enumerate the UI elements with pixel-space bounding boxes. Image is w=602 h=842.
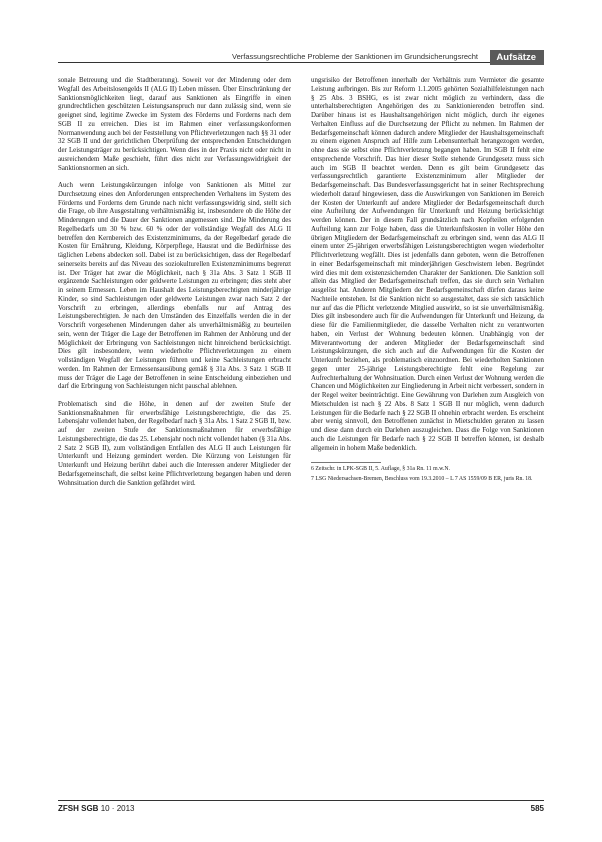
journal-name: ZFSH SGB (58, 804, 99, 813)
paragraph: Auch wenn Leistungskürzungen infolge von Sanktionen als Mittel zur Durchsetzung eines den Anforderungen entsprechenden Verhaltens im System des Förderns und Forderns dem Grunde nach nicht verfassungswidrig sind, stellt sich die Frage, ob ihre Ausgestaltung verhältnismäßig ist, insbesondere ob die Höhe der Minderungen und die Dauer der Sanktionen angemessen sind. Die Minderung des Regelbedarfs um 30 % bzw. 60 % oder der vollständige Wegfall des ALG II betreffen den Kernbereich des Existenzminimums, da der Regelbedarf gerade die Kosten für Ernährung, Kleidung, Körperpflege, Hausrat und die Bedürfnisse des täglichen Lebens abdecken soll. Dabei ist zu berücksichtigen, dass der Regelbedarf seinerseits bereits auf das Niveau des soziokulturellen Existenzminimums begrenzt ist. Der Träger hat zwar die Möglichkeit, nach § 31a Abs. 3 Satz 1 SGB II ergänzende Sachleistungen oder geldwerte Leistungen zu erbringen; dies steht aber in seinem Ermessen. Leben im Haushalt des Leistungsberechtigten minderjährige Kinder, so sind Sachleistungen oder geldwerte Leistungen zwar nach Satz 2 der Vorschrift zu erbringen, allerdings ebenfalls nur auf Antrag des Leistungsberechtigten. Je nach den Umständen des Einzelfalls werden die in der Vorschrift vorgesehenen Minderungen daher als unverhältnismäßig zu beurteilen sein, wenn der Träger die Lage der Betroffenen im Rahmen der Anhörung und der Möglichkeit der Erbringung von Sachleistungen nicht hinreichend berücksichtigt. Dies gilt insbesondere, wenn wiederholte Pflichtverletzungen zu einem vollständigen Wegfall der Leistungen führen und keine Sachleistungen erbracht werden. Im Rahmen der Ermessensausübung gemäß § 31a Abs. 3 Satz 1 SGB II muss der Träger die Lage der Betroffenen in seine Entscheidung einbeziehen und darf die Erbringung von Sachleistungen nicht pauschal ablehnen. (58, 182, 291, 391)
article-body (58, 77, 544, 792)
journal-issue: 10 · 2013 (100, 804, 135, 813)
paragraph: sonale Betreuung und die Stadtberatung). Soweit vor der Minderung oder dem Wegfall des Arbeitslosengelds II (ALG II) Leben müssen. Über Einschränkung der Sanktionsmöglichkeiten liegt, darauf aus Sanktionen als Eingriffe in einen grundrechtlichen geschützten Leistungsanspruch nur dann zulässig sind, wenn sie geeignet sind, legitime Zwecke im System des Förderns und Forderns nach dem SGB II zu erreichen. Dies ist im Rahmen einer verfassungskonformen Normanwendung auch bei der Feststellung von Pflichtverletzungen nach §§ 31 oder 32 SGB II und der gerichtlichen Überprüfung der entsprechenden Entscheidungen der Leistungsträger zu berücksichtigen. Wenn dies in der Praxis nicht oder nicht in ausreichendem Maße geschieht, führt dies nicht zur Verfassungswidrigkeit der Sanktionsnormen an sich. (58, 77, 291, 172)
paragraph: Problematisch sind die Höhe, in denen auf der zweiten Stufe der Sanktionsmaßnahmen für erwerbsfähige Leistungsberechtigte, die das 25. Lebensjahr vollendet haben, der Regelbedarf nach § 31a Abs. 1 Satz 2 SGB II, bzw. auf der zweiten Stufe der Sanktionsmaßnahmen für erwerbsfähige Leistungsberechtigte, die das 25. Lebensjahr noch nicht vollendet haben (§ 31a Abs. 2 Satz 2 SGB II), zum vollständigen Entfallen des ALG II auch Leistungen für Unterkunft und Heizung gemindert werden. Die Kürzung von Leistungen für Unterkunft und Heizung berührt dabei auch die Interessen anderer Mitglieder der Bedarfsgemeinschaft, die selbst keine Pflichtverletzung begangen haben und deren Wohnsituation durch die Sanktion gefährdet wird. (58, 400, 291, 487)
footnote: 6 Zeitschr. in LPK-SGB II, 5. Auflage, § 31a Rn. 11 m.w.N. (311, 466, 451, 472)
header-rule (58, 62, 544, 63)
left-column (58, 77, 291, 497)
journal-citation (58, 804, 135, 813)
page-number: 585 (530, 804, 544, 813)
paragraph: ungsrisiko der Betroffenen innerhalb der Verhältnis zum Vermieter die gesamte Leistung aufbringen. Bis zur Reform 1.1.2005 gehörten Sozialhilfeleistungen nach § 25 Abs. 3 BSHG, es ist zwar nicht möglich zu verhindern, dass die unterhaltsberechtigten Angehörigen des zu Sanktionierenden betroffen sind. Darüber hinaus ist es Haushaltsangehörigen nicht möglich, durch ihr eigenes Verhalten Einfluss auf die Durchsetzung der Pflicht zu nehmen. Im Rahmen der Bedarfsgemeinschaft können dadurch andere Mitglieder der Haushaltsgemeinschaft zu einem eigenen Anspruch auf Hilfe zum Lebensunterhalt herangezogen werden, ohne dass sie selbst eine Pflichtverletzung begangen haben. Im SGB II fehlt eine entsprechende Vorschrift. Das hier dieser Stelle stehende Grundgesetz muss sich auch im SGB II beachtet werden. Denn es gilt beim Grundgesetz das verfassungsrechtlich garantierte Existenzminimum aller Mitglieder der Bedarfsgemeinschaft. Das Bundesverfassungsgericht hat in seiner Rechtsprechung wiederholt darauf hingewiesen, dass die Auswirkungen von Sanktionen im Bereich der Kosten der Unterkunft auf andere Mitglieder der Bedarfsgemeinschaft durch eine Aufteilung der Aufwendungen für Unterkunft und Heizung berücksichtigt werden können. Der in diesem Fall grundsätzlich nach Kopfteilen erfolgenden Aufteilung kann zur Folge haben, dass die Unterkunftskosten in voller Höhe den übrigen Mitgliedern der Bedarfsgemeinschaft zu erbringen sind, wenn das ALG II einem unter 25-jährigen erwerbsfähigen Leistungsberechtigten wegen wiederholter Pflichtverletzung wegfällt. Dies ist jedenfalls dann geboten, wenn die Betroffenen in einer Bedarfsgemeinschaft mit minderjährigen Geschwistern leben. Begründet wird dies mit dem existenzsichernden Charakter der Sanktionen. Die Sanktion soll allein das Mitglied der Bedarfsgemeinschaft treffen, das sie durch sein Verhalten ausgelöst hat. Anderen Mitgliedern der Bedarfsgemeinschaft dürfen daraus keine Nachteile entstehen. Ist die Sanktion nicht so ausgestaltet, dass sie sich tatsächlich nur auf das die Pflicht verletzende Mitglied auswirkt, so ist sie unverhältnismäßig. Dies gilt insbesondere auch für die Aufwendungen für Unterkunft und Heizung, da diese für die Familienmitglieder, die dasselbe Verhalten nicht zu verantworten haben, ein Verlust der Wohnung bedeuten können. Unabhängig von der Mitverantwortung der anderen Mitglieder der Bedarfsgemeinschaft sind Leistungskürzungen, die sich auch auf die Aufwendungen für die Kosten der Unterkunft beziehen, als problematisch einzuordnen. Bei wiederholten Sanktionen gegen unter 25-jährige Leistungsberechtigte fehlt eine Regelung zur Aufrechterhaltung der Wohnsituation. Durch einen Verlust der Wohnung werden die Chancen und Möglichkeiten zur Eingliederung in Arbeit nicht verbessert, sondern in der Regel weiter beeinträchtigt. Eine Gewährung von Darlehen zum Ausgleich von Mietschulden ist nach § 22 Abs. 8 Satz 1 SGB II nur möglich, wenn dadurch Leistungen für die Bedarfe nach § 22 SGB II ohnehin erbracht werden. Es erscheint aber wenig sinnvoll, den Betroffenen zunächst in Mietschulden geraten zu lassen und diese dann durch ein Darlehen auszugleichen. Dass die Folge von Sanktionen auch die Leistungen für Bedarfe nach § 22 SGB II betreffen können, ist deshalb allgemein in hohem Maße bedenklich. (311, 77, 544, 452)
right-column (311, 77, 544, 483)
page-header (0, 0, 602, 70)
footer-rule (58, 800, 544, 801)
running-title: Verfassungsrechtliche Probleme der Sanktionen im Grundsicherungsrecht (228, 52, 482, 61)
section-label: Aufsätze (490, 50, 544, 65)
footnote: 7 LSG Niedersachsen-Bremen, Beschluss vom 19.3.2010 – L 7 AS 1559/09 B ER, juris Rn. 18. (311, 476, 533, 482)
footnote-rule (311, 462, 381, 463)
